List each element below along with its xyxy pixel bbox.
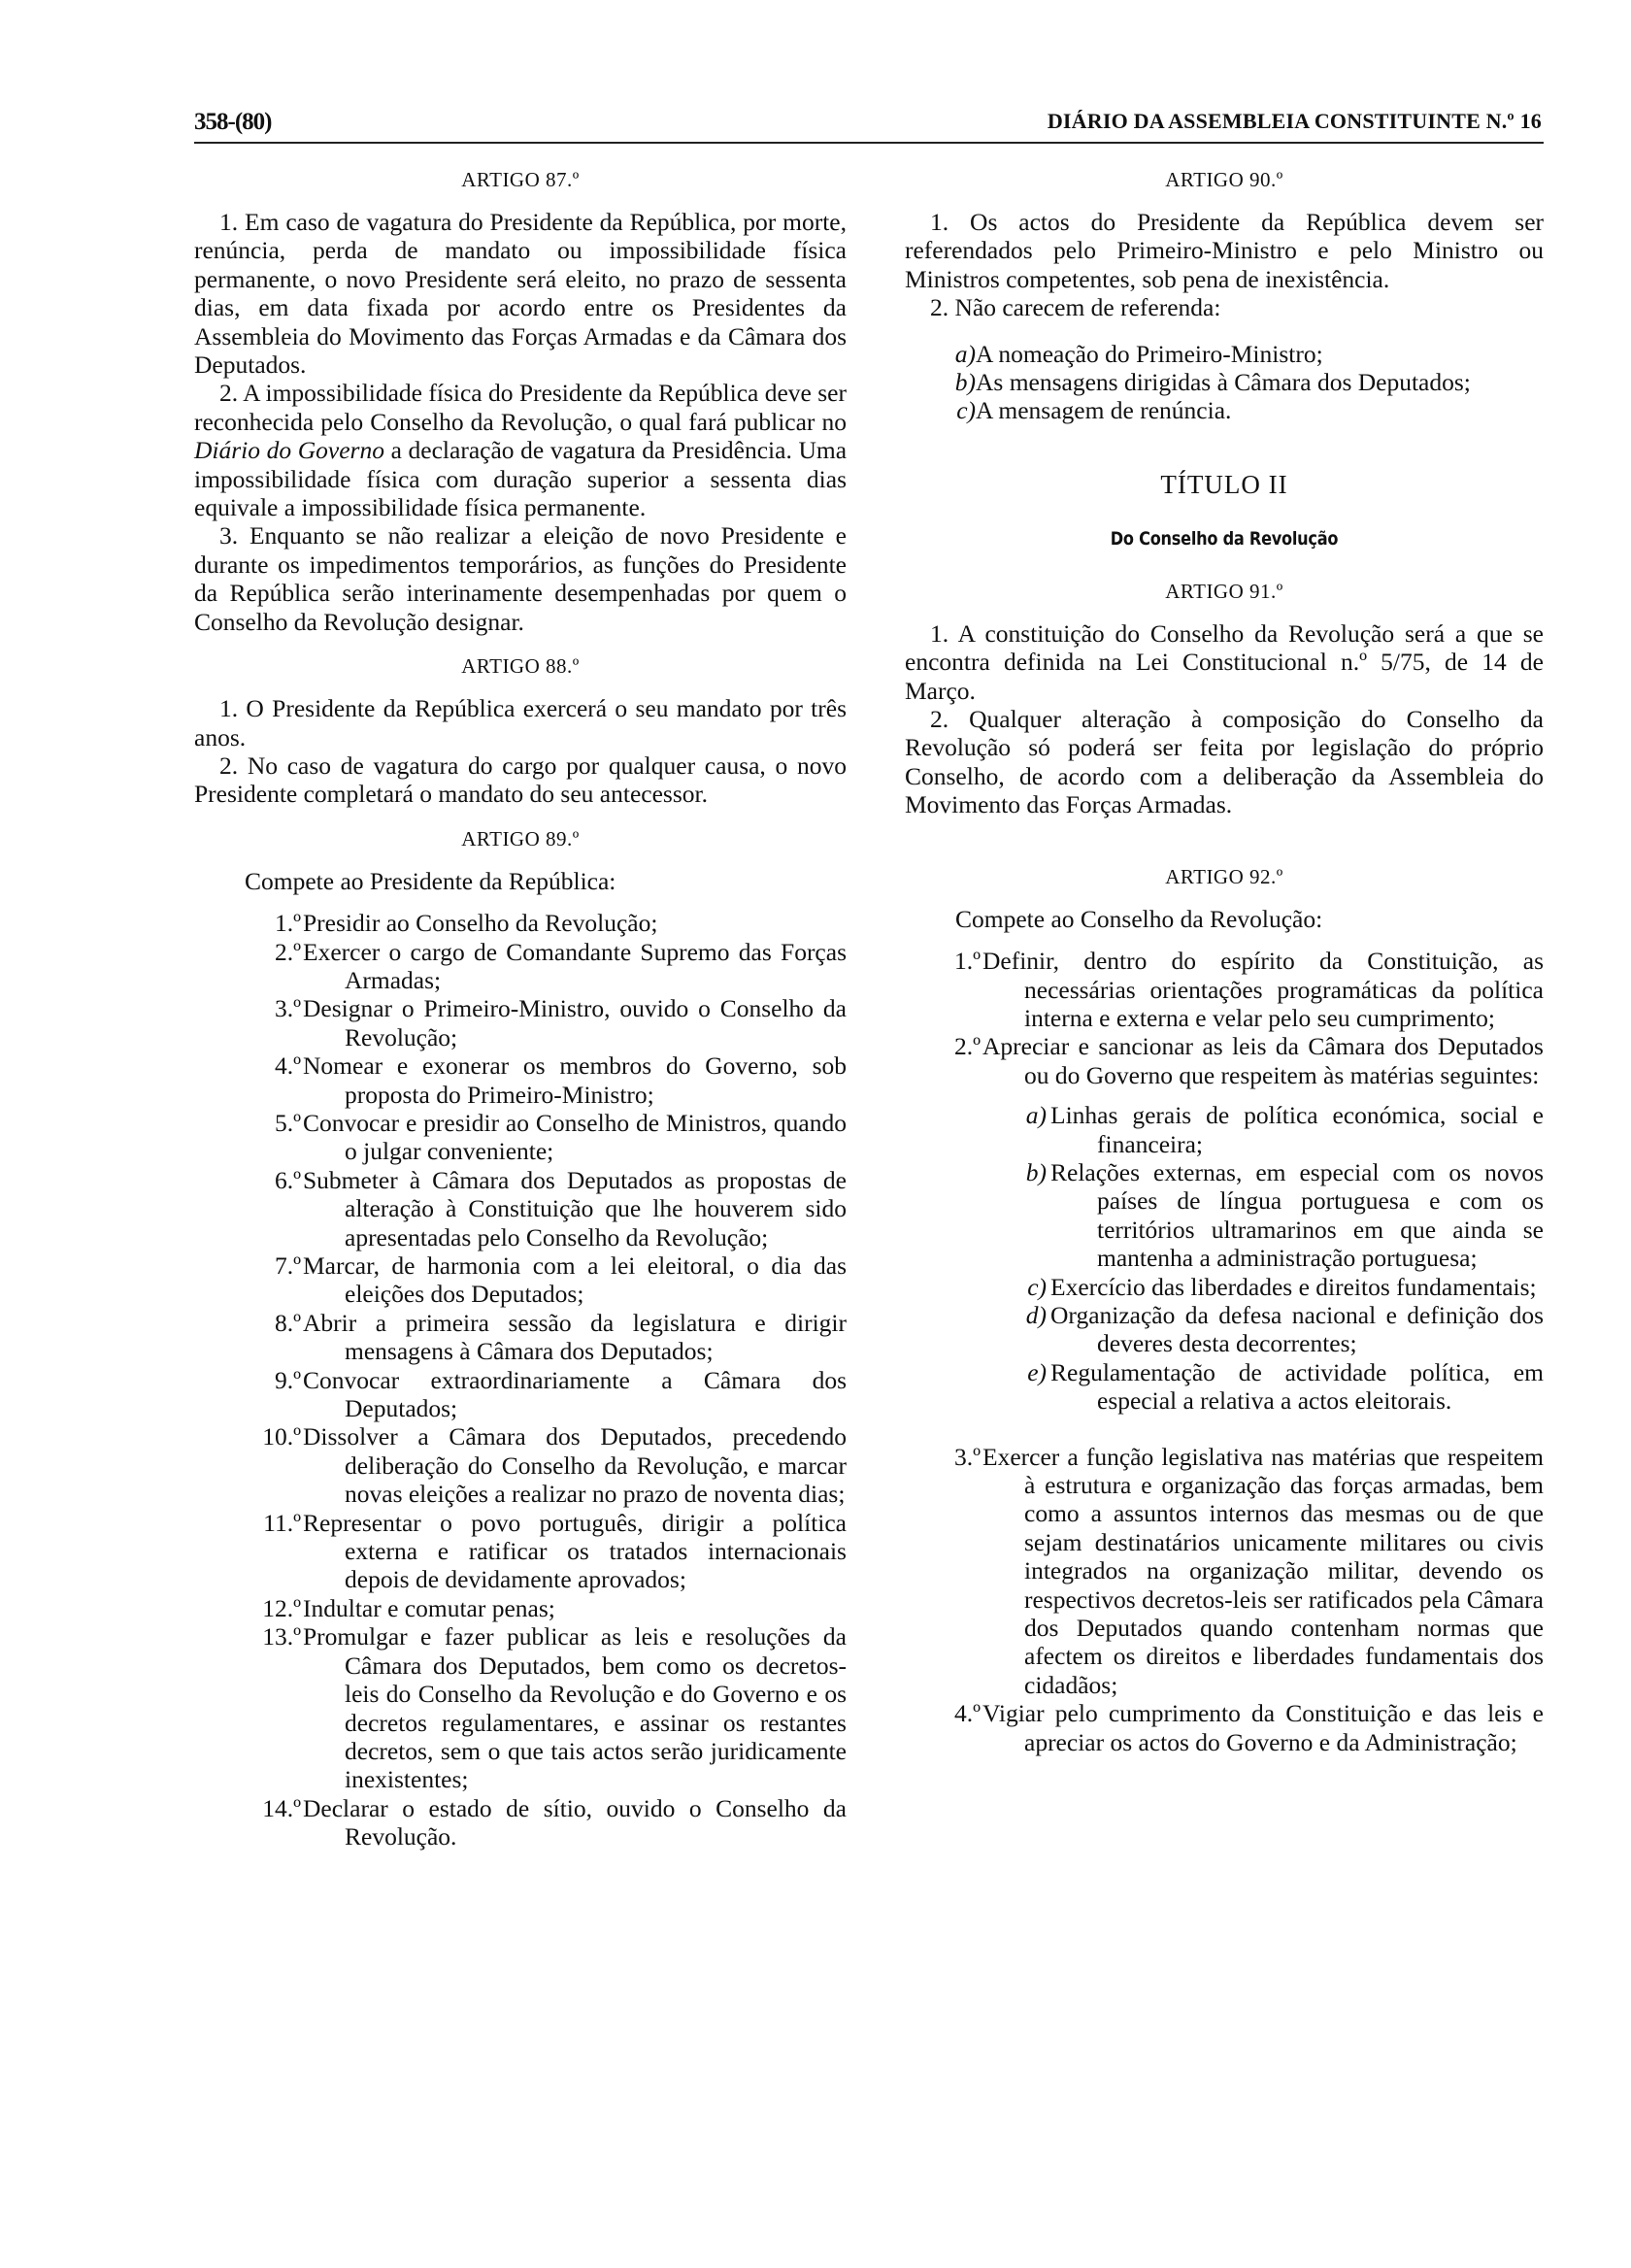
item-letter: c)	[956, 396, 976, 425]
item-letter: e)	[1027, 1357, 1047, 1386]
competence-list	[905, 947, 1544, 1089]
item-text: Regulamentação de actividade política, em especial a relativa a actos eleitorais.	[1050, 1357, 1544, 1416]
article-paragraph: 2. No caso de vagatura do cargo por qualquer causa, o novo Presidente completará o mandato do seu antecessor.	[194, 750, 847, 809]
article-92	[905, 864, 1544, 1756]
item-text: Presidir ao Conselho da Revolução;	[303, 909, 658, 938]
item-number: 12.º	[262, 1593, 301, 1622]
item-letter: b)	[1025, 1157, 1047, 1186]
item-number: 10.º	[262, 1422, 301, 1451]
item-text: Abrir a primeira sessão da legislatura e dirigir mensagens à Câmara dos Deputados;	[303, 1308, 847, 1366]
item-number: 2.º	[274, 937, 301, 966]
item-text: Declarar o estado de sítio, ouvido o Conselho da Revolução.	[303, 1793, 847, 1851]
article-paragraph: 1. A constituição do Conselho da Revolução será a que se encontra definida na Lei Constitucional n.º 5/75, de 14 de Março.	[905, 618, 1544, 705]
article-heading: ARTIGO 90.º	[1165, 168, 1283, 191]
item-text: A nomeação do Primeiro-Ministro;	[976, 339, 1323, 368]
article-heading: ARTIGO 92.º	[1165, 864, 1283, 888]
list-item	[194, 1509, 847, 1594]
list-item	[905, 1101, 1544, 1158]
list-item	[194, 1166, 847, 1251]
article-90	[905, 167, 1544, 425]
item-number: 3.º	[274, 994, 301, 1023]
article-paragraph: 1. O Presidente da República exercerá o seu mandato por três anos.	[194, 694, 847, 751]
article-paragraph: 1. Em caso de vagatura do Presidente da República, por morte, renúncia, perda de mandato ou impossibilidade física permanente, o novo Presidente será eleito, no prazo de sessenta dias, em data fixada por acordo entre os Presidentes da Assembleia do Movimento das Forças Armadas e da Câmara dos Deputados.	[194, 208, 847, 380]
item-number: 1.º	[274, 909, 301, 938]
item-text: Linhas gerais de política económica, social e financeira;	[1050, 1101, 1544, 1158]
item-number: 11.º	[263, 1508, 301, 1537]
item-text: Exercer a função legislativa nas matérias que respeitem à estrutura e organização das forças armadas, bem como a assuntos internos das mesmas ou de que sejam destinatários unicamente militares ou civis integrados na organização militar, devendo os respectivos decretos-leis ser ratificados pela Câmara dos Deputados quando contenham normas que afectem os direitos e liberdades fundamentais dos cidadãos;	[982, 1442, 1544, 1699]
list-item	[905, 1301, 1544, 1358]
article-88	[194, 653, 847, 809]
competence-list-continued	[905, 1443, 1544, 1756]
list-item	[194, 909, 847, 937]
list-item	[905, 1358, 1544, 1416]
item-letter: d)	[1025, 1300, 1047, 1329]
competence-list	[194, 909, 847, 1851]
item-number: 6.º	[274, 1165, 301, 1194]
list-item	[905, 947, 1544, 1032]
item-letter: a)	[1025, 1101, 1047, 1130]
article-paragraph: 1. Os actos do Presidente da República devem ser referendados pelo Primeiro-Ministro e pelo Ministro ou Ministros competentes, sob pena de inexistência.	[905, 208, 1544, 293]
list-item	[194, 1622, 847, 1793]
item-text: Indultar e comutar penas;	[303, 1593, 555, 1622]
item-text: Marcar, de harmonia com a lei eleitoral, o dia das eleições dos Deputados;	[303, 1251, 847, 1309]
item-number: 4.º	[953, 1699, 981, 1728]
article-89	[194, 826, 847, 1851]
list-item	[194, 1594, 847, 1622]
article-heading: ARTIGO 91.º	[1165, 579, 1283, 603]
item-text: Exercício das liberdades e direitos fundamentais;	[1050, 1272, 1537, 1301]
header-rule-divider	[194, 142, 1544, 144]
item-number: 1.º	[953, 947, 981, 976]
paragraph-text: a declaração de vagatura da Presidência. Uma impossibilidade física com duração superior a sessenta dias equivale a impossibilidade física permanente.	[194, 436, 848, 522]
article-87	[194, 167, 847, 636]
article-paragraph: 2. Qualquer alteração à composição do Conselho da Revolução só poderá ser feita por legislação do próprio Conselho, de acordo com a deliberação da Assembleia do Movimento das Forças Armadas.	[905, 705, 1544, 819]
item-text: Organização da defesa nacional e definição dos deveres desta decorrentes;	[1050, 1300, 1544, 1358]
item-text: Convocar e presidir ao Conselho de Ministros, quando o julgar conveniente;	[303, 1108, 847, 1166]
article-heading: ARTIGO 89.º	[461, 826, 580, 850]
list-item	[194, 1366, 847, 1423]
item-text: Apreciar e sancionar as leis da Câmara dos Deputados ou do Governo que respeitem às matérias seguintes:	[982, 1032, 1544, 1089]
item-number: 14.º	[262, 1793, 301, 1822]
item-text: Relações externas, em especial com os novos países de língua portuguesa e com os territórios ultramarinos em que ainda se mantenha a administração portuguesa;	[1050, 1157, 1544, 1273]
left-column	[194, 167, 847, 1851]
item-text: Convocar extraordinariamente a Câmara dos Deputados;	[303, 1365, 847, 1423]
item-number: 3.º	[953, 1442, 981, 1471]
page-header	[194, 109, 1542, 140]
journal-title: DIÁRIO DA ASSEMBLEIA CONSTITUINTE N.º 16	[1047, 109, 1542, 133]
list-item	[905, 340, 1544, 368]
referenda-exceptions-list	[905, 340, 1544, 425]
item-number: 8.º	[274, 1308, 301, 1337]
item-number: 2.º	[953, 1032, 981, 1061]
section-subtitle: Do Conselho da Revolução	[1110, 527, 1339, 550]
matters-sublist	[905, 1101, 1544, 1415]
item-text: Definir, dentro do espírito da Constituição, as necessárias orientações programáticas da política interna e externa e velar pelo seu cumprimento;	[982, 947, 1544, 1032]
item-text: Representar o povo português, dirigir a política externa e ratificar os tratados internacionais depois de devidamente aprovados;	[303, 1508, 847, 1594]
list-item	[905, 1443, 1544, 1700]
article-paragraph: 2. Não carecem de referenda:	[930, 293, 1221, 322]
list-item	[194, 1794, 847, 1851]
article-paragraph	[194, 379, 847, 521]
item-text: Submeter à Câmara dos Deputados as propostas de alteração à Constituição que lhe houverem sido apresentadas pelo Conselho da Revolução;	[303, 1165, 847, 1251]
item-text: Dissolver a Câmara dos Deputados, precedendo deliberação do Conselho da Revolução, e marcar novas eleições a realizar no prazo de noventa dias;	[303, 1422, 847, 1509]
item-letter: a)	[954, 339, 976, 368]
item-text: Designar o Primeiro-Ministro, ouvido o Conselho da Revolução;	[303, 994, 847, 1051]
list-item	[194, 1422, 847, 1508]
item-text: Nomear e exonerar os membros do Governo, sob proposta do Primeiro-Ministro;	[303, 1051, 847, 1109]
item-text: As mensagens dirigidas à Câmara dos Deputados;	[976, 368, 1471, 397]
publication-name: Diário do Governo	[194, 436, 384, 465]
list-item	[194, 938, 847, 995]
list-item	[905, 368, 1544, 396]
article-lead: Compete ao Conselho da Revolução:	[955, 904, 1323, 933]
item-letter: b)	[954, 368, 976, 397]
article-heading: ARTIGO 88.º	[461, 654, 580, 679]
article-lead: Compete ao Presidente da República:	[245, 866, 616, 895]
item-number: 13.º	[262, 1622, 301, 1651]
list-item	[905, 1158, 1544, 1273]
article-heading: ARTIGO 87.º	[461, 168, 580, 191]
list-item	[905, 1032, 1544, 1089]
item-text: Exercer o cargo de Comandante Supremo das Forças Armadas;	[303, 937, 847, 994]
item-number: 7.º	[274, 1251, 301, 1280]
item-number: 9.º	[274, 1365, 301, 1394]
item-number: 5.º	[274, 1108, 301, 1137]
list-item	[905, 1273, 1544, 1301]
article-91	[905, 579, 1544, 819]
list-item	[194, 1109, 847, 1166]
item-text: Vigiar pelo cumprimento da Constituição e das leis e apreciar os actos do Governo e da Administração;	[982, 1699, 1544, 1756]
list-item	[194, 994, 847, 1051]
article-paragraph: 3. Enquanto se não realizar a eleição de novo Presidente e durante os impedimentos temporários, as funções do Presidente da República serão interinamente desempenhadas por quem o Conselho da Revolução designar.	[194, 521, 847, 636]
item-number: 4.º	[274, 1051, 301, 1081]
list-item	[194, 1251, 847, 1309]
item-letter: c)	[1027, 1272, 1047, 1301]
page-number: 358-(80)	[194, 109, 272, 135]
item-text: A mensagem de renúncia.	[976, 396, 1232, 425]
right-column	[905, 167, 1544, 1756]
title-heading: TÍTULO II	[1160, 469, 1288, 499]
list-item	[905, 396, 1544, 424]
item-text: Promulgar e fazer publicar as leis e resoluções da Câmara dos Deputados, bem como os decretos-leis do Conselho da Revolução e do Governo e os decretos regulamentares, e assinar os restantes decretos, sem o que tais actos serão juridicamente inexistentes;	[303, 1622, 847, 1794]
paragraph-text: 2. A impossibilidade física do Presidente da República deve ser reconhecida pelo Conselho da Revolução, o qual fará publicar no	[194, 379, 847, 436]
list-item	[905, 1699, 1544, 1756]
list-item	[194, 1051, 847, 1109]
list-item	[194, 1309, 847, 1366]
